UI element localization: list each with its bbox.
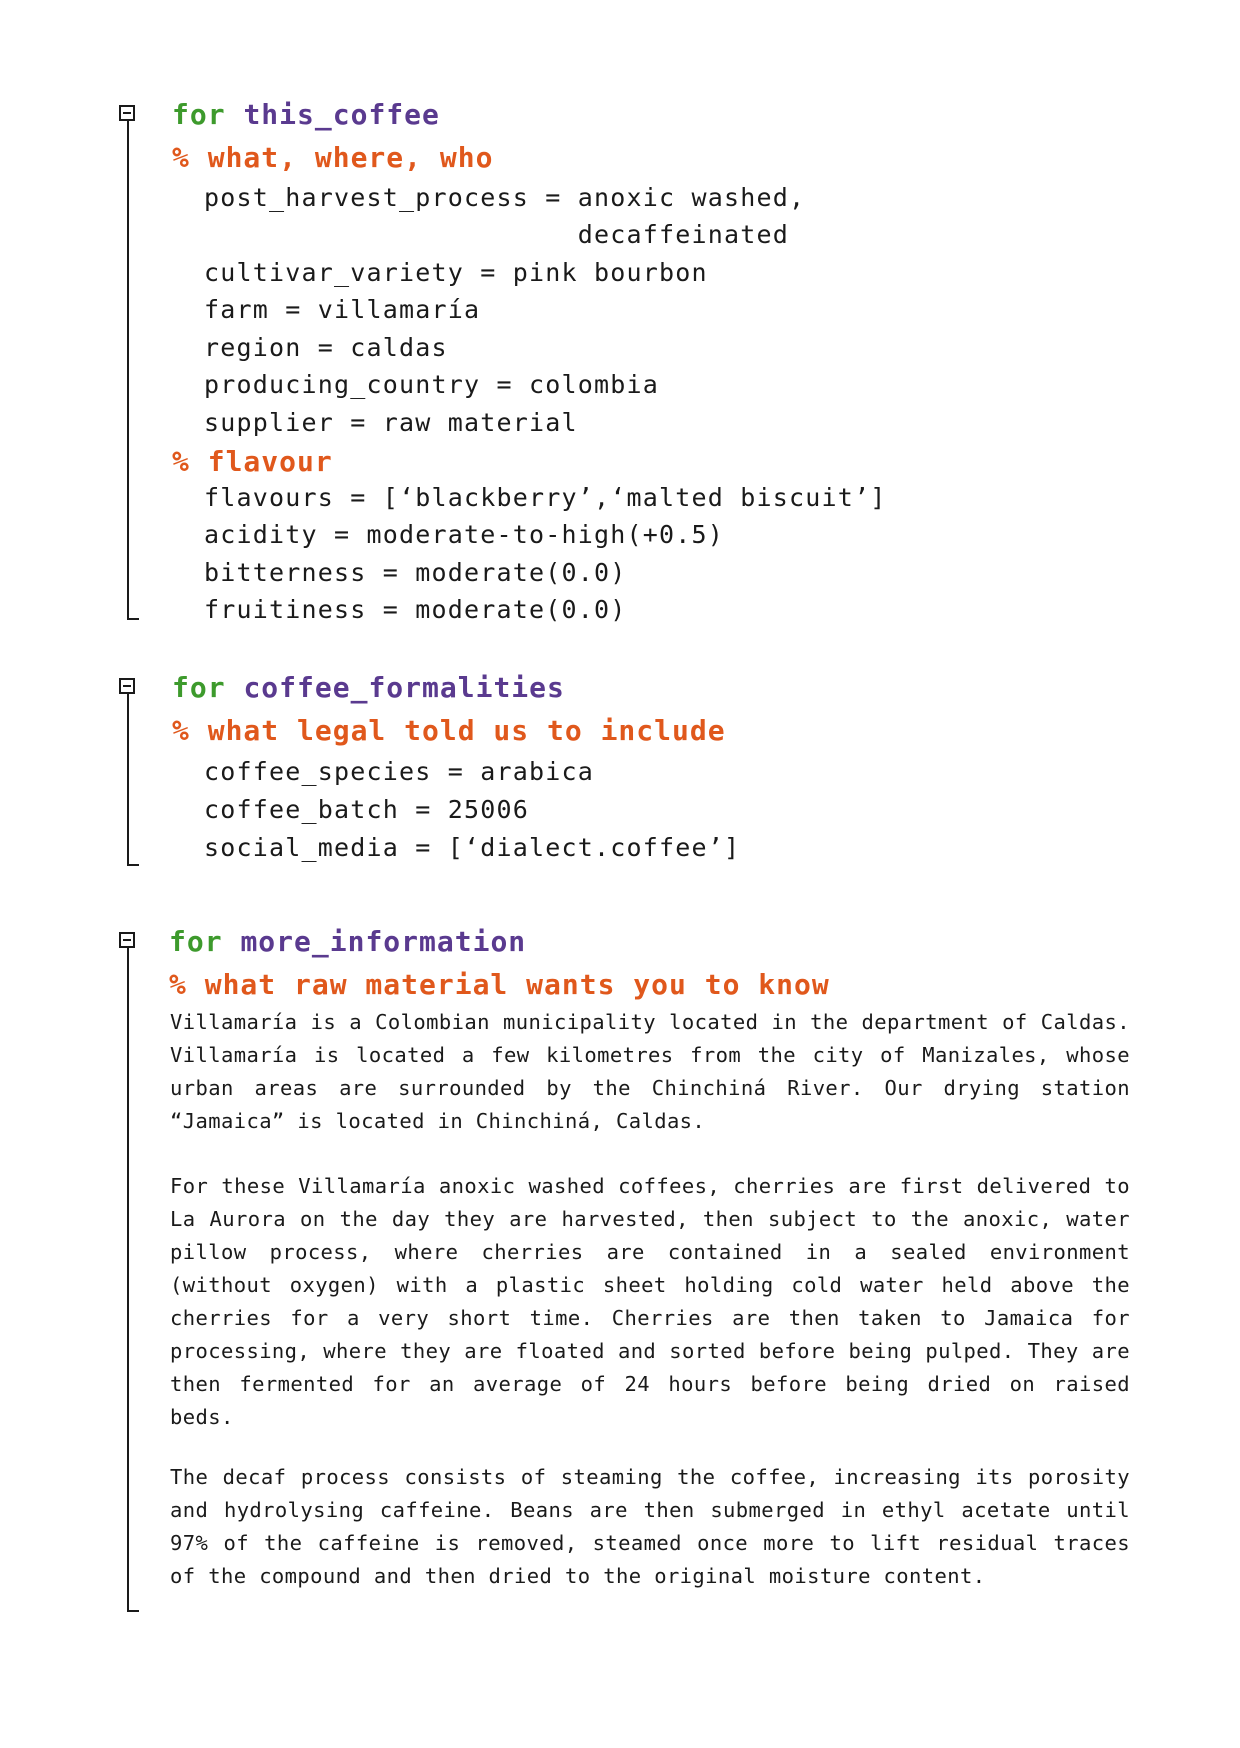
keyword: for — [172, 98, 226, 131]
section-header — [172, 671, 565, 704]
section-name: coffee_formalities — [243, 671, 565, 704]
section-name: more_information — [240, 925, 527, 958]
section-header — [172, 98, 440, 131]
fold-gutter — [127, 694, 139, 866]
section-header — [169, 925, 526, 958]
fold-gutter — [127, 948, 139, 1612]
code-line: farm = villamaría — [204, 295, 481, 324]
code-line: social_media = [‘dialect.coffee’] — [204, 833, 741, 862]
comment: % flavour — [172, 445, 333, 478]
info-paragraph: Villamaría is a Colombian municipality located in the department of Caldas. Villamaría is located a few kilometres from the city of Manizales, whose urban areas are surrounded by the Chinchiná River. Our drying station “Jamaica” is located in Chinchiná, Caldas. — [170, 1010, 1130, 1133]
code-line: decaffeinated — [204, 220, 790, 249]
code-line: coffee_species = arabica — [204, 757, 595, 786]
comment: % what, where, who — [172, 141, 494, 174]
comment: % what raw material wants you to know — [169, 968, 830, 1001]
code-line: acidity = moderate-to-high(+0.5) — [204, 520, 725, 549]
code-line: region = caldas — [204, 333, 448, 362]
info-paragraph: For these Villamaría anoxic washed coffees, cherries are first delivered to La Aurora on the day they are harvested, then subject to the anoxic, water pillow process, where cherries are contained in a sealed environment (without oxygen) with a plastic sheet holding cold water held above the cherries for a very short time. Cherries are then taken to Jamaica for processing, where they are floated and sorted before being pulped. They are then fermented for an average of 24 hours before being dried on raised beds. — [170, 1174, 1130, 1429]
code-line: producing_country = colombia — [204, 370, 660, 399]
keyword: for — [169, 925, 223, 958]
code-line: supplier = raw material — [204, 408, 578, 437]
code-line: flavours = [‘blackberry’,‘malted biscuit’] — [204, 483, 887, 512]
code-line: fruitiness = moderate(0.0) — [204, 595, 627, 624]
info-paragraph: The decaf process consists of steaming the coffee, increasing its porosity and hydrolysing caffeine. Beans are then submerged in ethyl acetate until 97% of the caffeine is removed, steamed once more to lift residual traces of the compound and then dried to the original moisture content. — [170, 1465, 1130, 1588]
section-name: this_coffee — [243, 98, 440, 131]
fold-toggle-icon[interactable] — [119, 105, 135, 121]
code-line: post_harvest_process = anoxic washed, — [204, 183, 806, 212]
keyword: for — [172, 671, 226, 704]
code-line: bitterness = moderate(0.0) — [204, 558, 627, 587]
fold-toggle-icon[interactable] — [119, 932, 135, 948]
fold-toggle-icon[interactable] — [119, 678, 135, 694]
code-line: coffee_batch = 25006 — [204, 795, 530, 824]
code-line: cultivar_variety = pink bourbon — [204, 258, 708, 287]
fold-gutter — [127, 121, 139, 620]
comment: % what legal told us to include — [172, 714, 726, 747]
